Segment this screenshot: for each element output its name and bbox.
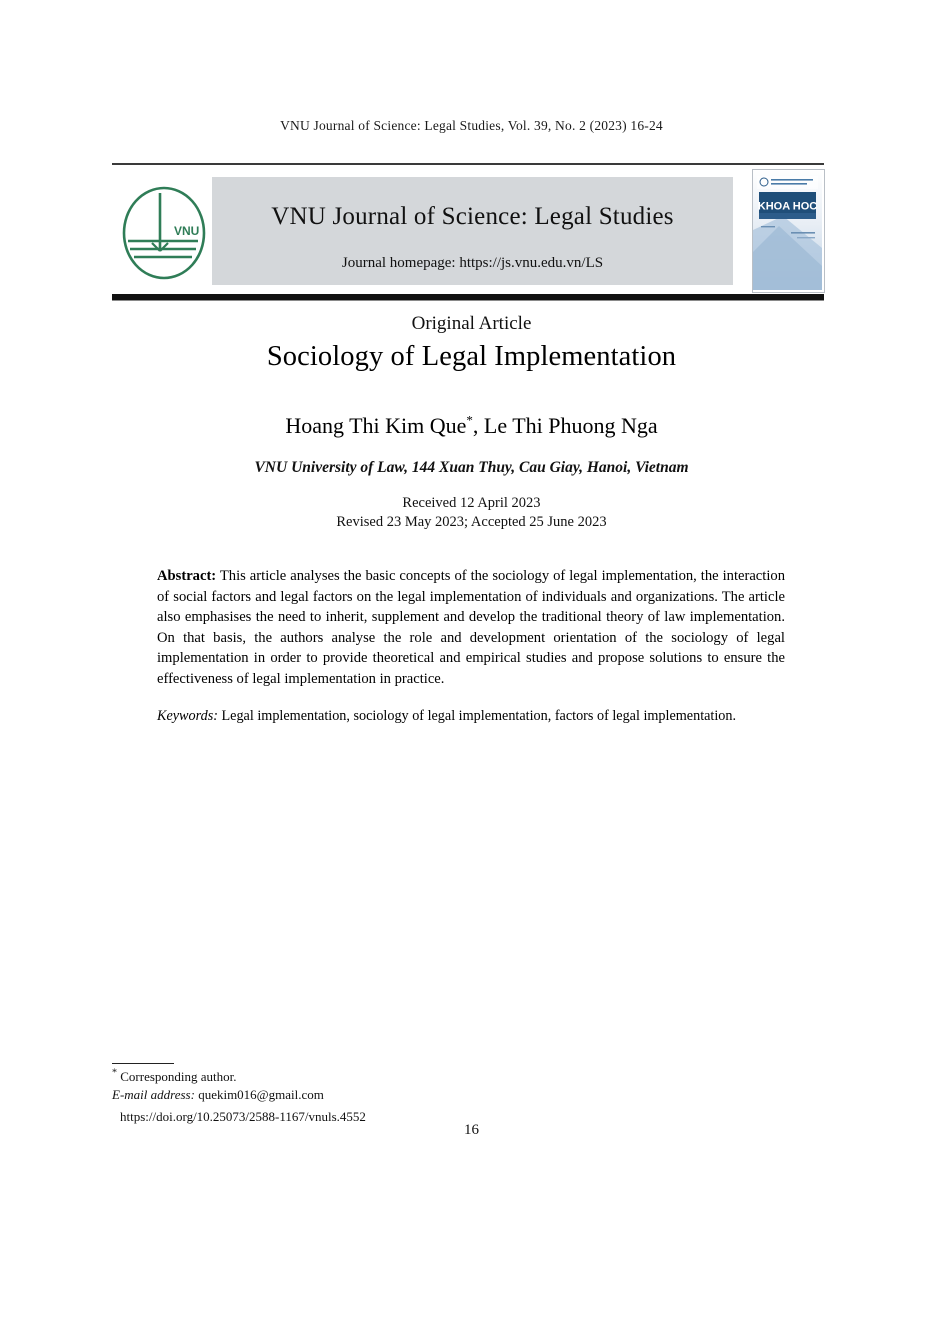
journal-cover-thumbnail bbox=[752, 169, 825, 293]
journal-homepage[interactable]: Journal homepage: https://js.vnu.edu.vn/LS bbox=[341, 255, 604, 271]
journal-cover-icon bbox=[753, 170, 822, 290]
doi-link[interactable]: https://doi.org/10.25073/2588-1167/vnuls.4552 bbox=[120, 1109, 366, 1124]
page-number: 16 bbox=[464, 1122, 479, 1138]
keywords-text: Legal implementation, sociology of legal implementation, factors of legal implementation. bbox=[217, 708, 737, 724]
svg-text:VNU: VNU bbox=[174, 224, 200, 238]
article-title: Sociology of Legal Implementation bbox=[266, 341, 677, 372]
keywords-label: Keywords: bbox=[157, 708, 218, 724]
keywords-block bbox=[157, 706, 785, 726]
footnote-corresponding-line bbox=[112, 1068, 672, 1086]
banner-top-rule bbox=[112, 163, 824, 165]
abstract-block bbox=[157, 566, 785, 690]
journal-banner bbox=[112, 163, 824, 303]
footnote-separator bbox=[112, 1063, 174, 1064]
footnote-block bbox=[112, 1068, 672, 1104]
article-dates bbox=[0, 494, 943, 532]
journal-title-panel bbox=[212, 177, 733, 285]
vnu-logo bbox=[116, 177, 212, 289]
corresponding-author-marker: * bbox=[466, 412, 473, 428]
footnote-marker: * bbox=[112, 1067, 117, 1079]
article-type-label: Original Article bbox=[411, 313, 532, 334]
banner-bottom-rule-hairline bbox=[112, 300, 824, 301]
author-secondary: , Le Thi Phuong Nga bbox=[472, 413, 658, 438]
abstract-label: Abstract: bbox=[157, 568, 217, 584]
date-revised-accepted: Revised 23 May 2023; Accepted 25 June 2023 bbox=[336, 514, 607, 530]
abstract-text: This article analyses the basic concepts of the sociology of legal implementation, the interaction of social factors and legal factors on the legal implementation of individuals and organizations. The article also emphasises the need to inherit, supplement and develop the traditional theory of law implementation. On that basis, the authors analyse the role and development orientation of the sociology of legal implementation in order to provide theoretical and empirical studies and propose solutions to ensure the effectiveness of legal implementation in practice. bbox=[157, 568, 785, 687]
vnu-logo-icon bbox=[116, 177, 212, 289]
email-label: E-mail address: bbox=[112, 1087, 195, 1102]
journal-title: VNU Journal of Science: Legal Studies bbox=[271, 203, 674, 230]
author-primary: Hoang Thi Kim Que bbox=[285, 413, 467, 438]
running-head: VNU Journal of Science: Legal Studies, Vol. 39, No. 2 (2023) 16-24 bbox=[280, 118, 663, 133]
date-received: Received 12 April 2023 bbox=[402, 495, 541, 511]
footnote-email-line bbox=[112, 1086, 672, 1104]
affiliation: VNU University of Law, 144 Xuan Thuy, Cau Giay, Hanoi, Vietnam bbox=[254, 459, 689, 476]
email-address[interactable]: quekim016@gmail.com bbox=[194, 1087, 324, 1102]
svg-text:KHOA HOC: KHOA HOC bbox=[757, 200, 818, 213]
author-list bbox=[0, 413, 943, 439]
footnote-corresponding-text: Corresponding author. bbox=[117, 1069, 237, 1084]
